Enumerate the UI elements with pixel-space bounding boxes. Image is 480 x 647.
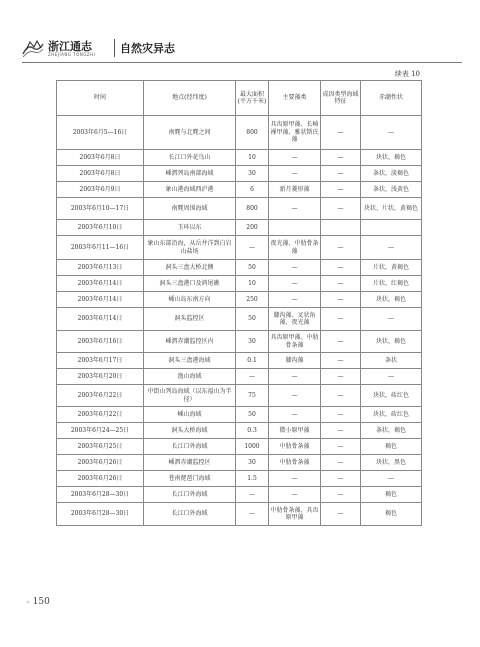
cell-location: 长江口外海域 (144, 487, 236, 503)
table-row (57, 182, 422, 198)
cell-cause-type (321, 220, 361, 236)
cell-cause-type: — (321, 353, 361, 369)
cell-main-algae: — (269, 166, 321, 182)
table-row (57, 353, 422, 369)
cell-location: 洞头三盘大桥北侧 (144, 260, 236, 276)
cell-location: 长江口外花鸟山 (144, 150, 236, 166)
cell-tide-traits: — (361, 308, 422, 331)
cell-tide-traits: 褐色 (361, 487, 422, 503)
table-row (57, 308, 422, 331)
cell-max-area: — (236, 487, 269, 503)
cell-max-area: 30 (236, 455, 269, 471)
cell-location: 洞头三盘港口及鸿尾礁 (144, 276, 236, 292)
brand-subtitle: ZHEJIANG TONGZHI (48, 52, 96, 57)
page-header (22, 36, 462, 64)
cell-max-area: 800 (236, 116, 269, 150)
table-row (57, 236, 422, 260)
cell-max-area: 6 (236, 182, 269, 198)
cell-cause-type: — (321, 166, 361, 182)
cell-location: 苍南琵琶门海域 (144, 471, 236, 487)
cell-location: 洞头大桥海域 (144, 423, 236, 439)
cell-tide-traits: 片状，黄褐色 (361, 260, 422, 276)
cell-max-area: 1.5 (236, 471, 269, 487)
cell-main-algae: — (269, 385, 321, 407)
cell-time: 2003年6月22日 (57, 407, 144, 423)
cell-max-area: 50 (236, 308, 269, 331)
table-row (57, 455, 422, 471)
table-row (57, 166, 422, 182)
cell-time: 2003年6月26日 (57, 455, 144, 471)
cell-main-algae: 膝沟藻 (269, 353, 321, 369)
cell-cause-type: — (321, 471, 361, 487)
cell-max-area: 50 (236, 260, 269, 276)
cell-time: 2003年6月10日 (57, 220, 144, 236)
cell-main-algae: — (269, 198, 321, 220)
cell-time: 2003年6月13日 (57, 260, 144, 276)
table-row (57, 439, 422, 455)
header-rule (22, 62, 462, 63)
cell-time: 2003年6月24—25日 (57, 423, 144, 439)
cell-time: 2003年6月22日 (57, 385, 144, 407)
cell-location: 中街山列岛海域（以东福山为半径） (144, 385, 236, 407)
page-footer (26, 597, 50, 607)
cell-time: 2003年6月25日 (57, 439, 144, 455)
cell-time: 2003年6月28—30日 (57, 487, 144, 503)
cell-tide-traits: 条状，褐色 (361, 423, 422, 439)
cell-max-area: 30 (236, 166, 269, 182)
cell-location: 南麂周围海域 (144, 198, 236, 220)
column-header-time: 时间 (57, 81, 144, 116)
cell-cause-type: — (321, 260, 361, 276)
column-header-main-algae: 主要藻类 (269, 81, 321, 116)
cell-cause-type: — (321, 182, 361, 198)
cell-cause-type: — (321, 487, 361, 503)
page-number: 150 (32, 597, 50, 607)
cell-max-area: 0.3 (236, 423, 269, 439)
cell-main-algae: — (269, 276, 321, 292)
cell-max-area: — (236, 503, 269, 526)
cell-time: 2003年6月5—16日 (57, 116, 144, 150)
cell-max-area: 250 (236, 292, 269, 308)
red-tide-table (56, 80, 422, 526)
column-header-tide-traits: 赤潮性状 (361, 81, 422, 116)
cell-cause-type: — (321, 369, 361, 385)
brand-title: 浙江通志 (48, 40, 92, 53)
cell-max-area: — (236, 369, 269, 385)
cell-cause-type: — (321, 385, 361, 407)
cell-cause-type: — (321, 331, 361, 353)
cell-tide-traits: 块状，砖红色 (361, 385, 422, 407)
cell-tide-traits: 片状，红褐色 (361, 276, 422, 292)
table-row (57, 423, 422, 439)
cell-location: 洞头三盘港海域 (144, 353, 236, 369)
cell-main-algae: 具齿原甲藻、长崎裸甲藻、雅状斯氏藻 (269, 116, 321, 150)
column-header-cause-type: 成因类型海域特征 (321, 81, 361, 116)
cell-tide-traits: 条状，浅黄色 (361, 182, 422, 198)
table-row (57, 198, 422, 220)
cell-max-area: 0.1 (236, 353, 269, 369)
cell-location: 长江口外海域 (144, 439, 236, 455)
cell-tide-traits: 条状，淡褐色 (361, 166, 422, 182)
cell-main-algae: 具齿原甲藻、中肋骨条藻 (269, 331, 321, 353)
cell-cause-type: — (321, 455, 361, 471)
cell-time: 2003年6月28—30日 (57, 503, 144, 526)
cell-time: 2003年6月8日 (57, 166, 144, 182)
cell-main-algae: 中肋骨条藻、具齿原甲藻 (269, 503, 321, 526)
cell-tide-traits: 块状，黑色 (361, 455, 422, 471)
cell-main-algae: 微小原甲藻 (269, 423, 321, 439)
cell-tide-traits: — (361, 369, 422, 385)
cell-main-algae: — (269, 471, 321, 487)
cell-main-algae: 膝沟藻、叉状角藻、夜光藻 (269, 308, 321, 331)
cell-time: 2003年6月14日 (57, 276, 144, 292)
cell-time: 2003年6月14日 (57, 308, 144, 331)
cell-time: 2003年6月11—16日 (57, 236, 144, 260)
column-header-location: 地点(经纬度) (144, 81, 236, 116)
cell-location: 象山东部沿海，从岳井洋到白岩山盐场 (144, 236, 236, 260)
table-row (57, 292, 422, 308)
cell-main-algae: 中肋骨条藻 (269, 439, 321, 455)
cell-main-algae: — (269, 369, 321, 385)
cell-max-area: 800 (236, 198, 269, 220)
cell-time: 2003年6月14日 (57, 292, 144, 308)
cell-tide-traits: 块状，褐色 (361, 292, 422, 308)
cell-cause-type: — (321, 423, 361, 439)
cell-tide-traits: 块状，褐色 (361, 150, 422, 166)
table-row (57, 276, 422, 292)
cell-tide-traits: 褐色 (361, 439, 422, 455)
cell-tide-traits: 块状，砖红色 (361, 407, 422, 423)
cell-time: 2003年6月17日 (57, 353, 144, 369)
table-row (57, 471, 422, 487)
cell-max-area: 10 (236, 150, 269, 166)
table-row (57, 150, 422, 166)
cell-cause-type: — (321, 276, 361, 292)
cell-max-area: 10 (236, 276, 269, 292)
cell-time: 2003年6月8日 (57, 150, 144, 166)
cell-tide-traits: — (361, 236, 422, 260)
cell-main-algae: 夜光藻、中肋骨条藻 (269, 236, 321, 260)
cell-max-area: 75 (236, 385, 269, 407)
header-divider (114, 39, 115, 57)
cell-max-area: 200 (236, 220, 269, 236)
cell-cause-type: — (321, 150, 361, 166)
cell-tide-traits: 褐色 (361, 503, 422, 526)
cell-cause-type: — (321, 292, 361, 308)
table-row (57, 116, 422, 150)
cell-time: 2003年6月16日 (57, 331, 144, 353)
cell-main-algae: — (269, 407, 321, 423)
cell-time: 2003年6月9日 (57, 182, 144, 198)
cell-main-algae: — (269, 292, 321, 308)
cell-tide-traits: — (361, 116, 422, 150)
cell-cause-type: — (321, 407, 361, 423)
cell-main-algae: — (269, 150, 321, 166)
cell-tide-traits: 块状、片状，黄褐色 (361, 198, 422, 220)
cell-time: 2003年6月26日 (57, 471, 144, 487)
section-title: 自然灾异志 (120, 42, 175, 55)
cell-location: 洞头监控区 (144, 308, 236, 331)
cell-time: 2003年6月20日 (57, 369, 144, 385)
cell-location: 嵊泗赤潮监控区内 (144, 331, 236, 353)
cell-main-algae: — (269, 260, 321, 276)
table-row (57, 331, 422, 353)
table-row (57, 385, 422, 407)
cell-location: 玉环以东 (144, 220, 236, 236)
cell-tide-traits: 块状，褐色 (361, 331, 422, 353)
table-row (57, 220, 422, 236)
cell-location: 嵊泗赤潮监控区 (144, 455, 236, 471)
cell-time: 2003年6月10—17日 (57, 198, 144, 220)
cell-location: 长江口外海域 (144, 503, 236, 526)
cell-tide-traits: 条状 (361, 353, 422, 369)
cell-max-area: — (236, 236, 269, 260)
cell-cause-type: — (321, 116, 361, 150)
table-row (57, 407, 422, 423)
table-row (57, 260, 422, 276)
cell-location: 南麂与北麂之间 (144, 116, 236, 150)
cell-cause-type: — (321, 236, 361, 260)
column-header-max-area: 最大面积(平方千米) (236, 81, 269, 116)
cell-main-algae: 新月菱形藻 (269, 182, 321, 198)
cell-cause-type: — (321, 308, 361, 331)
cell-tide-traits: — (361, 471, 422, 487)
table-row (57, 487, 422, 503)
mountain-wave-logo (22, 36, 44, 58)
cell-max-area: 30 (236, 331, 269, 353)
cell-main-algae (269, 220, 321, 236)
footer-arrow-icon: » (26, 599, 30, 606)
table-row (57, 503, 422, 526)
cell-cause-type: — (321, 198, 361, 220)
cell-location: 嵊山海域 (144, 407, 236, 423)
cell-cause-type: — (321, 503, 361, 526)
cell-main-algae: 中肋骨条藻 (269, 455, 321, 471)
cell-tide-traits (361, 220, 422, 236)
cell-location: 象山港海域西沪港 (144, 182, 236, 198)
cell-max-area: 1000 (236, 439, 269, 455)
table-row (57, 369, 422, 385)
cell-cause-type: — (321, 439, 361, 455)
table-continuation-label: 续表 10 (394, 70, 420, 78)
cell-location: 嵊泗列岛南部海域 (144, 166, 236, 182)
cell-location: 嵊山岛东南方向 (144, 292, 236, 308)
cell-max-area: 50 (236, 407, 269, 423)
table-header-row (57, 81, 422, 116)
cell-location: 渔山海域 (144, 369, 236, 385)
cell-main-algae: — (269, 487, 321, 503)
